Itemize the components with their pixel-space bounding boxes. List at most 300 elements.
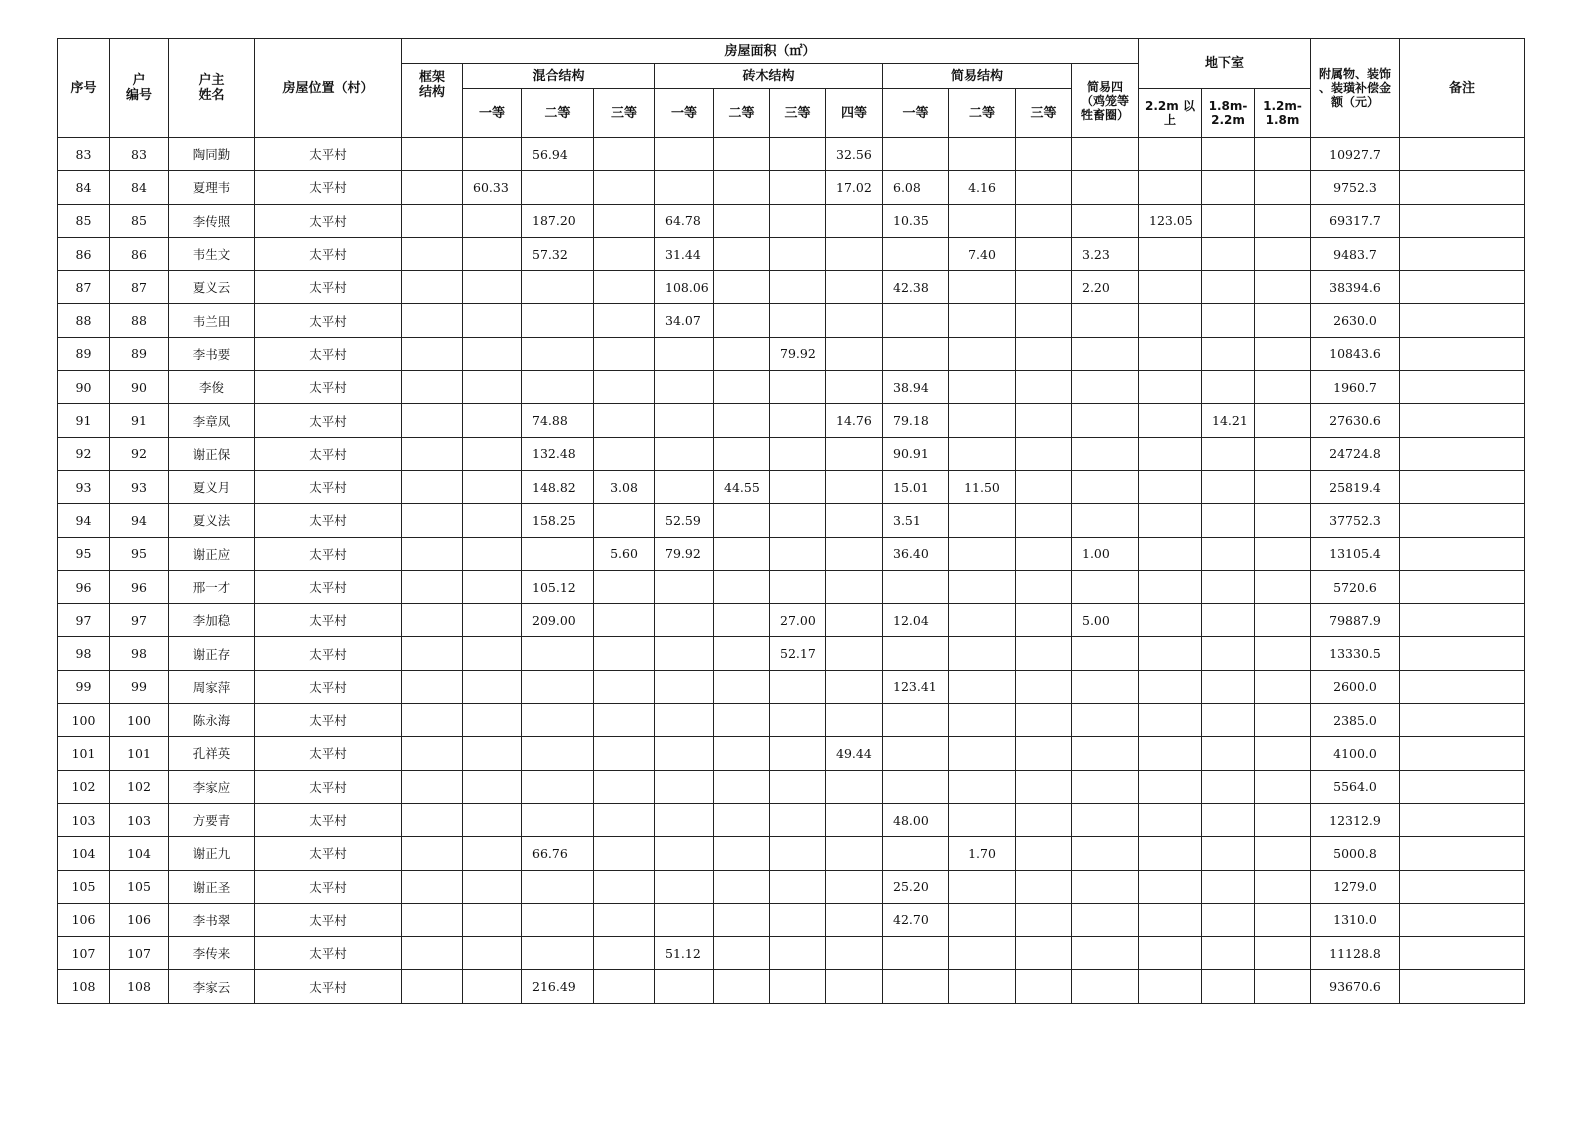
- table-cell: [594, 637, 655, 670]
- table-cell: [402, 371, 463, 404]
- table-cell: [1400, 504, 1525, 537]
- table-cell: [1202, 970, 1255, 1003]
- table-cell: 太平村: [255, 937, 402, 970]
- table-cell: [1072, 570, 1139, 603]
- table-cell: 101: [58, 737, 110, 770]
- table-cell: 太平村: [255, 637, 402, 670]
- table-cell: [770, 937, 826, 970]
- table-cell: 123.05: [1139, 204, 1202, 237]
- table-cell: [594, 604, 655, 637]
- col-simple-grade2: 二等: [949, 89, 1016, 138]
- table-cell: [1255, 138, 1311, 171]
- table-cell: [1139, 237, 1202, 270]
- table-cell: 1.70: [949, 837, 1016, 870]
- table-cell: [1016, 237, 1072, 270]
- table-cell: [1400, 171, 1525, 204]
- table-cell: [1139, 437, 1202, 470]
- table-cell: [826, 704, 883, 737]
- table-cell: [463, 138, 522, 171]
- table-cell: [1202, 437, 1255, 470]
- col-mixed-grade2: 二等: [522, 89, 594, 138]
- table-cell: [1016, 437, 1072, 470]
- table-cell: 谢正存: [169, 637, 255, 670]
- table-cell: [1016, 704, 1072, 737]
- table-cell: [770, 271, 826, 304]
- table-row: [58, 304, 1525, 337]
- table-cell: [402, 337, 463, 370]
- table-cell: [826, 204, 883, 237]
- table-cell: [402, 570, 463, 603]
- col-basement-c: 1.2m- 1.8m: [1255, 89, 1311, 138]
- table-cell: [714, 371, 770, 404]
- table-cell: [463, 803, 522, 836]
- table-cell: [655, 470, 714, 503]
- table-cell: [1255, 637, 1311, 670]
- table-cell: 3.23: [1072, 237, 1139, 270]
- table-cell: [522, 803, 594, 836]
- table-cell: 90.91: [883, 437, 949, 470]
- table-cell: 79.92: [655, 537, 714, 570]
- table-cell: [655, 737, 714, 770]
- table-cell: [1072, 903, 1139, 936]
- table-cell: 李传来: [169, 937, 255, 970]
- table-cell: 84: [58, 171, 110, 204]
- table-cell: 太平村: [255, 504, 402, 537]
- table-cell: [594, 371, 655, 404]
- table-row: [58, 337, 1525, 370]
- table-cell: [826, 837, 883, 870]
- table-cell: 太平村: [255, 337, 402, 370]
- table-cell: [655, 604, 714, 637]
- table-cell: [1202, 537, 1255, 570]
- table-cell: [463, 437, 522, 470]
- table-cell: [1072, 937, 1139, 970]
- table-cell: [1139, 737, 1202, 770]
- table-cell: 太平村: [255, 803, 402, 836]
- table-cell: [826, 504, 883, 537]
- table-cell: [826, 371, 883, 404]
- table-cell: [770, 504, 826, 537]
- table-cell: [1202, 304, 1255, 337]
- table-cell: 太平村: [255, 404, 402, 437]
- table-cell: [655, 803, 714, 836]
- table-cell: [714, 504, 770, 537]
- col-simple-grade3: 三等: [1016, 89, 1072, 138]
- table-cell: [402, 737, 463, 770]
- table-cell: 周家萍: [169, 670, 255, 703]
- table-cell: [655, 138, 714, 171]
- table-cell: 夏义月: [169, 470, 255, 503]
- table-cell: [1016, 470, 1072, 503]
- col-compensation: 附属物、装饰 、装璜补偿金 额（元）: [1311, 39, 1400, 138]
- table-cell: [1202, 204, 1255, 237]
- table-cell: [463, 604, 522, 637]
- table-cell: 陶同勤: [169, 138, 255, 171]
- table-cell: [1400, 138, 1525, 171]
- table-cell: 187.20: [522, 204, 594, 237]
- table-cell: 108: [58, 970, 110, 1003]
- table-cell: [826, 470, 883, 503]
- table-cell: [402, 171, 463, 204]
- table-cell: [594, 737, 655, 770]
- table-cell: [949, 770, 1016, 803]
- table-cell: [402, 770, 463, 803]
- table-cell: [1400, 737, 1525, 770]
- table-cell: [1202, 604, 1255, 637]
- table-cell: 103: [58, 803, 110, 836]
- table-cell: [770, 171, 826, 204]
- table-cell: [1202, 504, 1255, 537]
- table-row: [58, 803, 1525, 836]
- table-cell: 60.33: [463, 171, 522, 204]
- table-cell: [655, 371, 714, 404]
- table-cell: [949, 437, 1016, 470]
- table-cell: [714, 670, 770, 703]
- table-cell: 24724.8: [1311, 437, 1400, 470]
- table-cell: 李传照: [169, 204, 255, 237]
- table-cell: [949, 604, 1016, 637]
- table-cell: [594, 704, 655, 737]
- table-cell: 44.55: [714, 470, 770, 503]
- table-cell: [402, 803, 463, 836]
- table-cell: [1255, 271, 1311, 304]
- table-cell: 14.21: [1202, 404, 1255, 437]
- table-cell: [714, 138, 770, 171]
- col-brickwood-grade3: 三等: [770, 89, 826, 138]
- table-cell: [1255, 537, 1311, 570]
- table-cell: [1016, 404, 1072, 437]
- table-cell: [949, 670, 1016, 703]
- table-cell: 12312.9: [1311, 803, 1400, 836]
- table-cell: [1202, 637, 1255, 670]
- table-cell: 1960.7: [1311, 371, 1400, 404]
- table-cell: [463, 470, 522, 503]
- table-cell: [1202, 903, 1255, 936]
- table-cell: [770, 970, 826, 1003]
- table-cell: [714, 404, 770, 437]
- table-cell: [714, 870, 770, 903]
- table-cell: [949, 204, 1016, 237]
- table-cell: [826, 870, 883, 903]
- table-row: [58, 504, 1525, 537]
- table-cell: [522, 670, 594, 703]
- table-cell: [1016, 637, 1072, 670]
- table-cell: [826, 970, 883, 1003]
- table-cell: [1255, 770, 1311, 803]
- table-cell: [949, 870, 1016, 903]
- table-cell: [1255, 570, 1311, 603]
- table-cell: [1072, 337, 1139, 370]
- table-cell: [949, 138, 1016, 171]
- table-cell: 太平村: [255, 737, 402, 770]
- table-cell: 38394.6: [1311, 271, 1400, 304]
- table-cell: [949, 337, 1016, 370]
- table-cell: 李书翠: [169, 903, 255, 936]
- table-cell: [463, 304, 522, 337]
- table-cell: 5.60: [594, 537, 655, 570]
- table-cell: [1072, 837, 1139, 870]
- table-cell: [949, 504, 1016, 537]
- table-cell: 1.00: [1072, 537, 1139, 570]
- table-cell: [655, 171, 714, 204]
- table-cell: 148.82: [522, 470, 594, 503]
- table-cell: 83: [58, 138, 110, 171]
- table-cell: [714, 437, 770, 470]
- table-cell: [594, 437, 655, 470]
- table-cell: 太平村: [255, 271, 402, 304]
- table-cell: 12.04: [883, 604, 949, 637]
- table-row: [58, 570, 1525, 603]
- table-cell: [1016, 204, 1072, 237]
- table-cell: 42.38: [883, 271, 949, 304]
- table-cell: 42.70: [883, 903, 949, 936]
- table-cell: [1255, 371, 1311, 404]
- table-cell: [1016, 138, 1072, 171]
- table-cell: 123.41: [883, 670, 949, 703]
- table-cell: [1255, 870, 1311, 903]
- col-group-area: 房屋面积（㎡）: [402, 39, 1139, 64]
- table-cell: 93: [110, 470, 169, 503]
- table-cell: 谢正保: [169, 437, 255, 470]
- table-cell: [463, 637, 522, 670]
- table-cell: [463, 237, 522, 270]
- table-cell: [463, 570, 522, 603]
- table-cell: 108: [110, 970, 169, 1003]
- table-cell: [1255, 903, 1311, 936]
- table-cell: [402, 271, 463, 304]
- table-cell: [522, 337, 594, 370]
- table-cell: 韦生文: [169, 237, 255, 270]
- table-cell: 13105.4: [1311, 537, 1400, 570]
- col-frame: 框架 结构: [402, 64, 463, 138]
- table-cell: 11128.8: [1311, 937, 1400, 970]
- table-cell: [1139, 637, 1202, 670]
- table-cell: [770, 204, 826, 237]
- table-cell: [1016, 670, 1072, 703]
- table-cell: 107: [58, 937, 110, 970]
- table-cell: [1255, 704, 1311, 737]
- table-cell: [402, 837, 463, 870]
- table-cell: [1202, 737, 1255, 770]
- table-cell: [594, 337, 655, 370]
- table-cell: [714, 704, 770, 737]
- table-cell: [826, 903, 883, 936]
- table-cell: 37752.3: [1311, 504, 1400, 537]
- table-cell: [1202, 803, 1255, 836]
- table-cell: 太平村: [255, 970, 402, 1003]
- table-cell: 88: [110, 304, 169, 337]
- table-cell: [1255, 470, 1311, 503]
- table-cell: [1072, 204, 1139, 237]
- table-cell: 102: [58, 770, 110, 803]
- table-cell: 97: [58, 604, 110, 637]
- table-cell: [770, 304, 826, 337]
- table-cell: [1016, 870, 1072, 903]
- table-cell: [1255, 337, 1311, 370]
- table-cell: [714, 737, 770, 770]
- table-cell: 56.94: [522, 138, 594, 171]
- table-cell: 93: [58, 470, 110, 503]
- table-cell: [770, 138, 826, 171]
- table-cell: [770, 704, 826, 737]
- table-cell: [522, 704, 594, 737]
- table-cell: 84: [110, 171, 169, 204]
- table-cell: [1016, 604, 1072, 637]
- table-cell: [1255, 737, 1311, 770]
- table-cell: [463, 837, 522, 870]
- table-cell: [402, 437, 463, 470]
- table-cell: [1016, 171, 1072, 204]
- table-cell: [714, 970, 770, 1003]
- table-cell: [949, 404, 1016, 437]
- table-cell: 92: [58, 437, 110, 470]
- table-cell: 100: [110, 704, 169, 737]
- table-row: [58, 237, 1525, 270]
- table-cell: [594, 204, 655, 237]
- table-cell: [1202, 371, 1255, 404]
- table-cell: [1400, 637, 1525, 670]
- table-cell: [522, 371, 594, 404]
- table-cell: [594, 803, 655, 836]
- table-cell: 86: [58, 237, 110, 270]
- table-cell: [770, 803, 826, 836]
- table-cell: [1072, 404, 1139, 437]
- table-cell: 孔祥英: [169, 737, 255, 770]
- table-cell: [714, 204, 770, 237]
- table-cell: [1016, 337, 1072, 370]
- table-cell: 9483.7: [1311, 237, 1400, 270]
- table-cell: [522, 537, 594, 570]
- table-cell: [1016, 371, 1072, 404]
- table-cell: 李加稳: [169, 604, 255, 637]
- table-cell: 90: [58, 371, 110, 404]
- table-cell: [1072, 970, 1139, 1003]
- table-cell: [714, 770, 770, 803]
- table-cell: [949, 271, 1016, 304]
- table-cell: 陈永海: [169, 704, 255, 737]
- table-cell: 108.06: [655, 271, 714, 304]
- table-row: [58, 604, 1525, 637]
- table-cell: [655, 704, 714, 737]
- table-cell: [594, 504, 655, 537]
- table-row: [58, 770, 1525, 803]
- table-cell: [770, 404, 826, 437]
- table-row: [58, 903, 1525, 936]
- table-cell: [1400, 371, 1525, 404]
- table-row: [58, 404, 1525, 437]
- table-cell: [1139, 337, 1202, 370]
- table-cell: [714, 337, 770, 370]
- table-cell: [463, 537, 522, 570]
- table-cell: [522, 937, 594, 970]
- table-cell: 太平村: [255, 304, 402, 337]
- table-header: [58, 39, 1525, 138]
- table-cell: [1072, 304, 1139, 337]
- table-cell: [949, 537, 1016, 570]
- table-cell: [1202, 670, 1255, 703]
- table-row: [58, 970, 1525, 1003]
- table-cell: [1202, 237, 1255, 270]
- table-cell: [463, 970, 522, 1003]
- table-cell: 25819.4: [1311, 470, 1400, 503]
- table-cell: [826, 437, 883, 470]
- table-cell: [1400, 837, 1525, 870]
- table-cell: [1255, 237, 1311, 270]
- table-cell: [883, 337, 949, 370]
- table-cell: [1255, 404, 1311, 437]
- table-cell: [1400, 537, 1525, 570]
- table-cell: [1139, 604, 1202, 637]
- table-cell: [655, 770, 714, 803]
- table-cell: [463, 670, 522, 703]
- table-cell: [463, 704, 522, 737]
- col-mixed-grade1: 一等: [463, 89, 522, 138]
- table-cell: 64.78: [655, 204, 714, 237]
- table-cell: 89: [110, 337, 169, 370]
- table-cell: [1139, 870, 1202, 903]
- table-cell: [883, 570, 949, 603]
- table-cell: 李家应: [169, 770, 255, 803]
- table-cell: [826, 570, 883, 603]
- table-cell: 夏义云: [169, 271, 255, 304]
- table-cell: [1400, 704, 1525, 737]
- table-cell: [883, 937, 949, 970]
- table-row: [58, 171, 1525, 204]
- table-cell: [1139, 970, 1202, 1003]
- table-cell: [1072, 171, 1139, 204]
- table-cell: [770, 770, 826, 803]
- table-cell: [1016, 504, 1072, 537]
- table-cell: [594, 870, 655, 903]
- table-cell: [714, 604, 770, 637]
- table-cell: [1072, 371, 1139, 404]
- table-cell: [522, 737, 594, 770]
- table-cell: 10843.6: [1311, 337, 1400, 370]
- table-cell: 48.00: [883, 803, 949, 836]
- table-row: [58, 537, 1525, 570]
- table-cell: [463, 903, 522, 936]
- table-cell: [1016, 970, 1072, 1003]
- table-cell: [655, 404, 714, 437]
- table-cell: [826, 937, 883, 970]
- table-cell: 209.00: [522, 604, 594, 637]
- table-cell: [770, 670, 826, 703]
- table-cell: [1255, 970, 1311, 1003]
- col-location: 房屋位置（村）: [255, 39, 402, 138]
- table-cell: 25.20: [883, 870, 949, 903]
- table-cell: 105: [58, 870, 110, 903]
- col-brickwood-grade1: 一等: [655, 89, 714, 138]
- table-cell: 2600.0: [1311, 670, 1400, 703]
- table-cell: [1255, 204, 1311, 237]
- table-cell: [1400, 770, 1525, 803]
- table-cell: [1400, 803, 1525, 836]
- table-cell: 100: [58, 704, 110, 737]
- table-cell: [826, 337, 883, 370]
- table-cell: [1139, 704, 1202, 737]
- table-cell: [594, 237, 655, 270]
- table-cell: [1139, 570, 1202, 603]
- table-cell: [463, 271, 522, 304]
- table-cell: [826, 637, 883, 670]
- table-cell: 103: [110, 803, 169, 836]
- table-cell: [1016, 937, 1072, 970]
- table-cell: [1202, 138, 1255, 171]
- table-cell: 5.00: [1072, 604, 1139, 637]
- table-cell: [1255, 304, 1311, 337]
- table-cell: 107: [110, 937, 169, 970]
- table-cell: [1072, 870, 1139, 903]
